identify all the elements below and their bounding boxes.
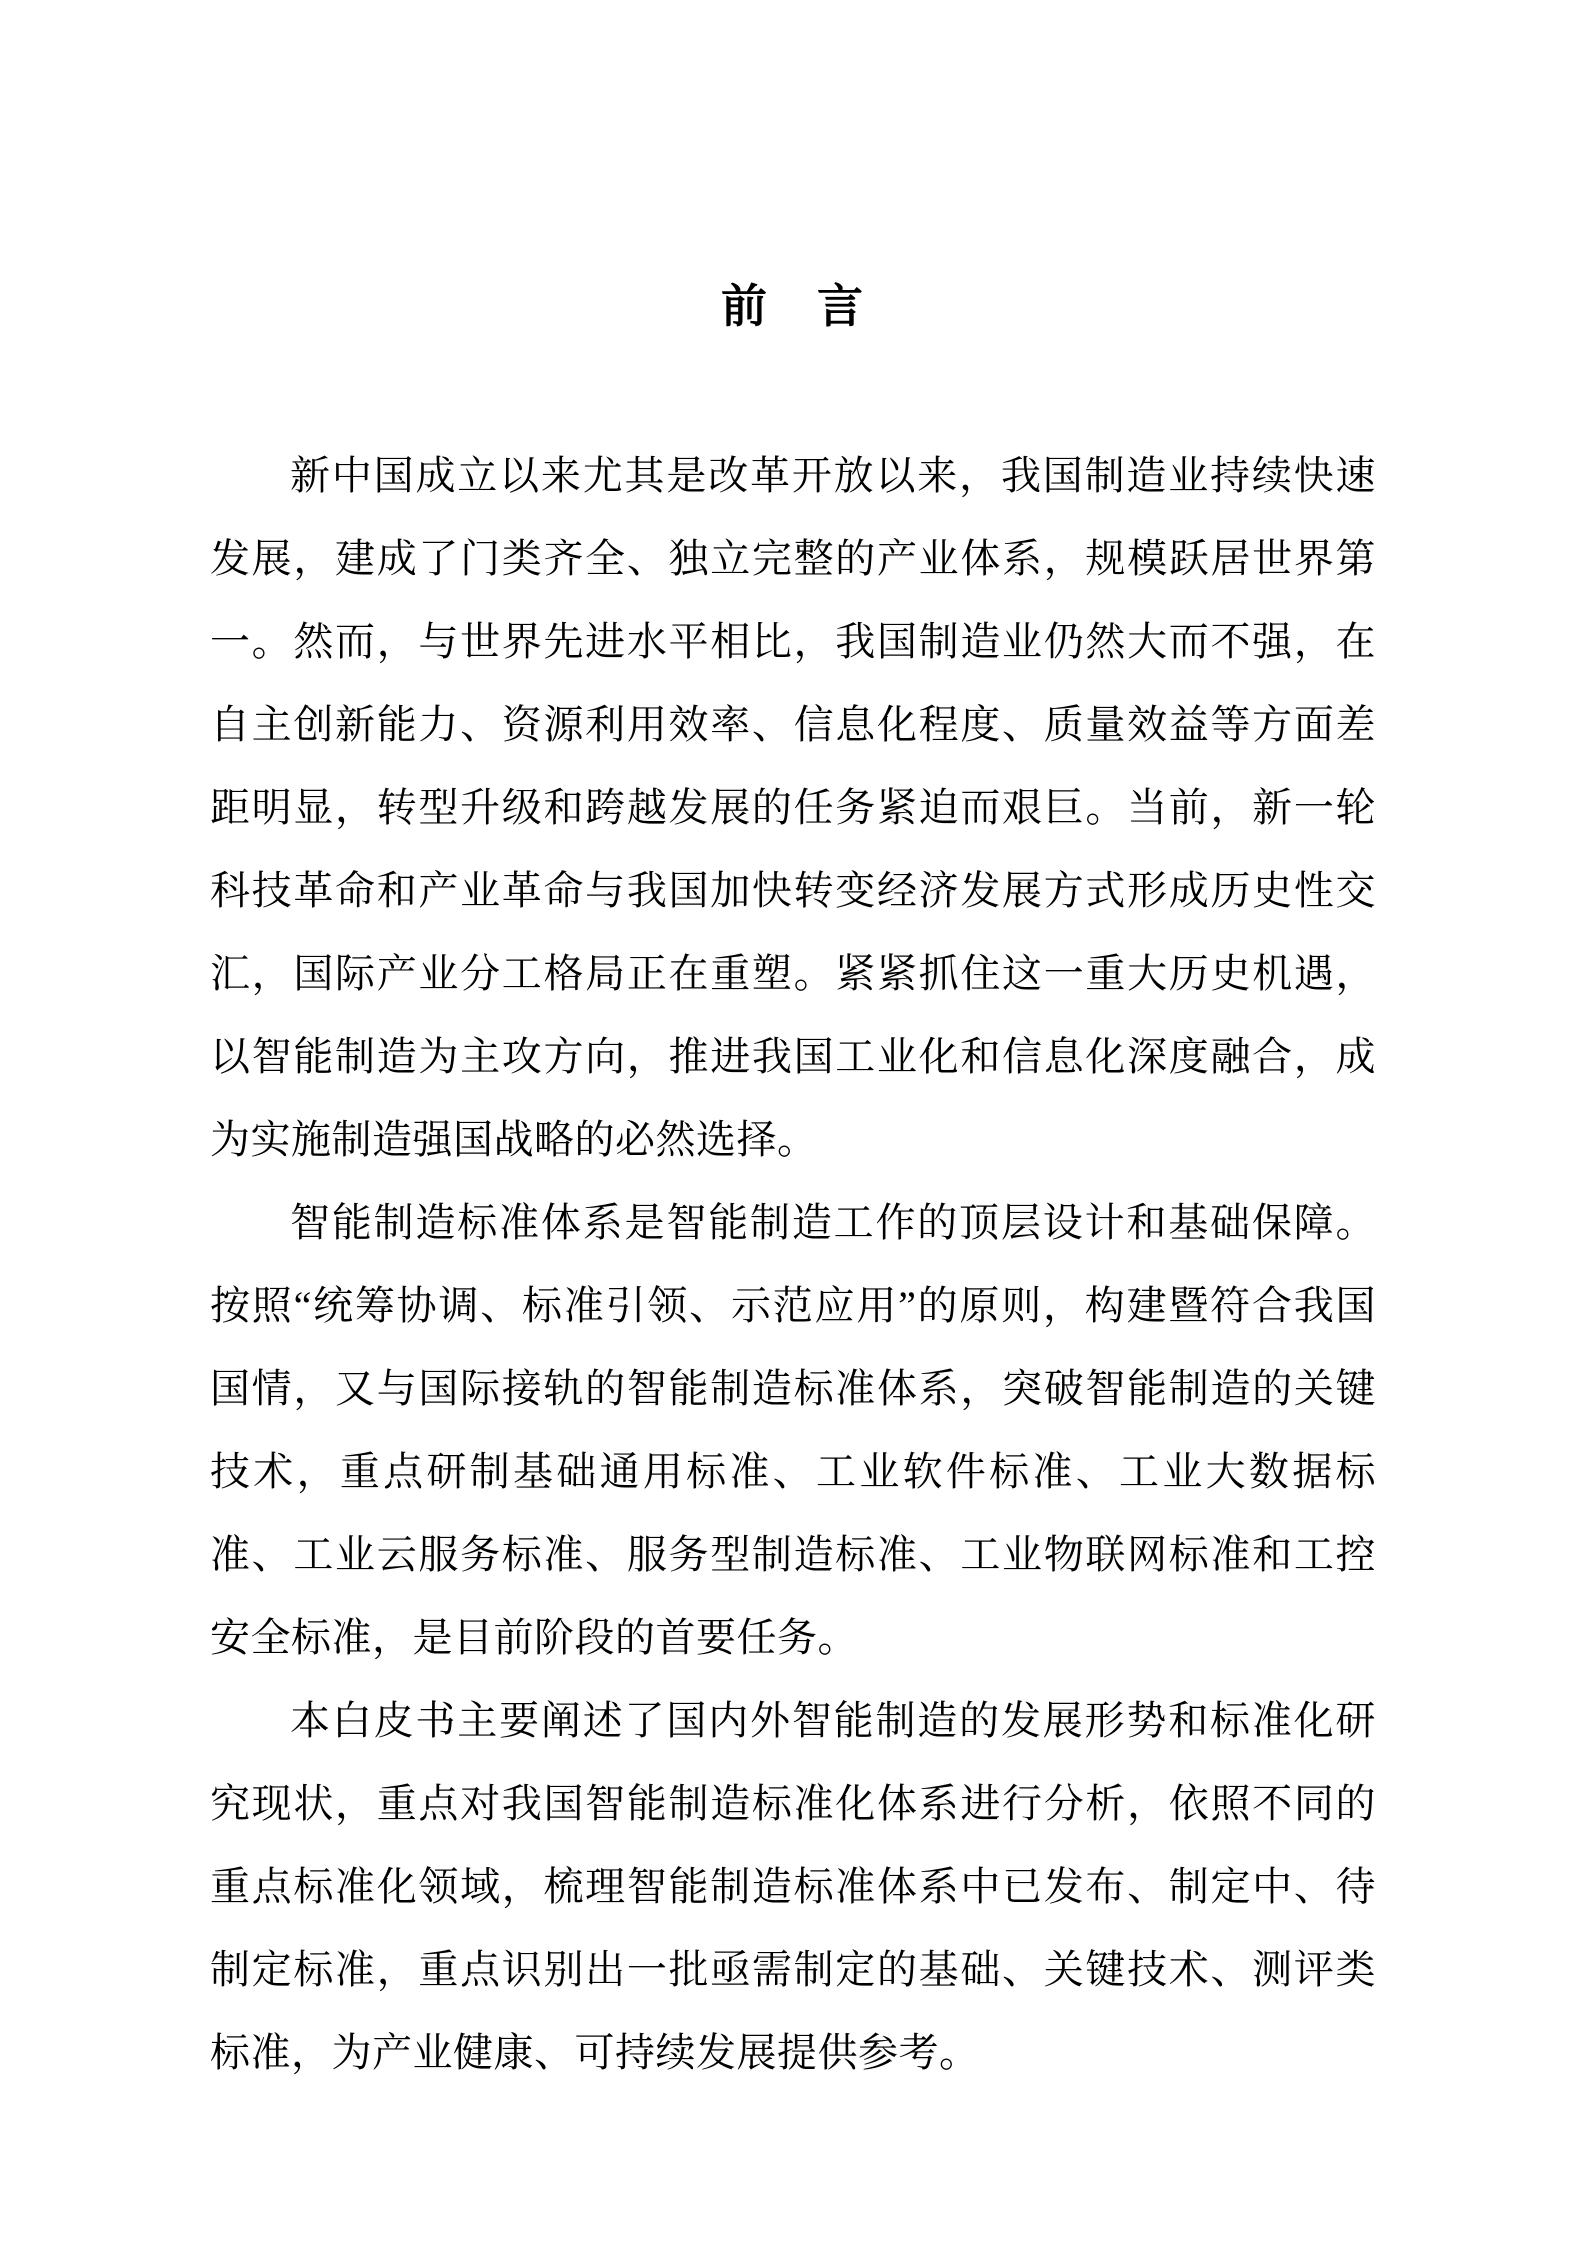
page-title: 前 言 <box>721 279 865 333</box>
paragraph-3: 本白皮书主要阐述了国内外智能制造的发展形势和标准化研究现状，重点对我国智能制造标准化体系进行分析，依照不同的重点标准化领域，梳理智能制造标准体系中已发布、制定中、待制定标准，重点识别出一批亟需制定的基础、关键技术、测评类标准，为产业健康、可持续发展提供参考。 <box>210 1697 1376 2075</box>
paragraph-1: 新中国成立以来尤其是改革开放以来，我国制造业持续快速发展，建成了门类齐全、独立完整的产业体系，规模跃居世界第一。然而，与世界先进水平相比，我国制造业仍然大而不强，在自主创新能力、资源利用效率、信息化程度、质量效益等方面差距明显，转型升级和跨越发展的任务紧迫而艰巨。当前，新一轮科技革命和产业革命与我国加快转变经济发展方式形成历史性交汇，国际产业分工格局正在重塑。紧紧抓住这一重大历史机遇，以智能制造为主攻方向，推进我国工业化和信息化深度融合，成为实施制造强国战略的必然选择。 <box>210 452 1376 1162</box>
paragraph-2: 智能制造标准体系是智能制造工作的顶层设计和基础保障。按照“统筹协调、标准引领、示范应用”的原则，构建暨符合我国国情，又与国际接轨的智能制造标准体系，突破智能制造的关键技术，重点研制基础通用标准、工业软件标准、工业大数据标准、工业云服务标准、服务型制造标准、工业物联网标准和工控安全标准，是目前阶段的首要任务。 <box>210 1199 1376 1660</box>
document-body <box>210 434 1376 2094</box>
